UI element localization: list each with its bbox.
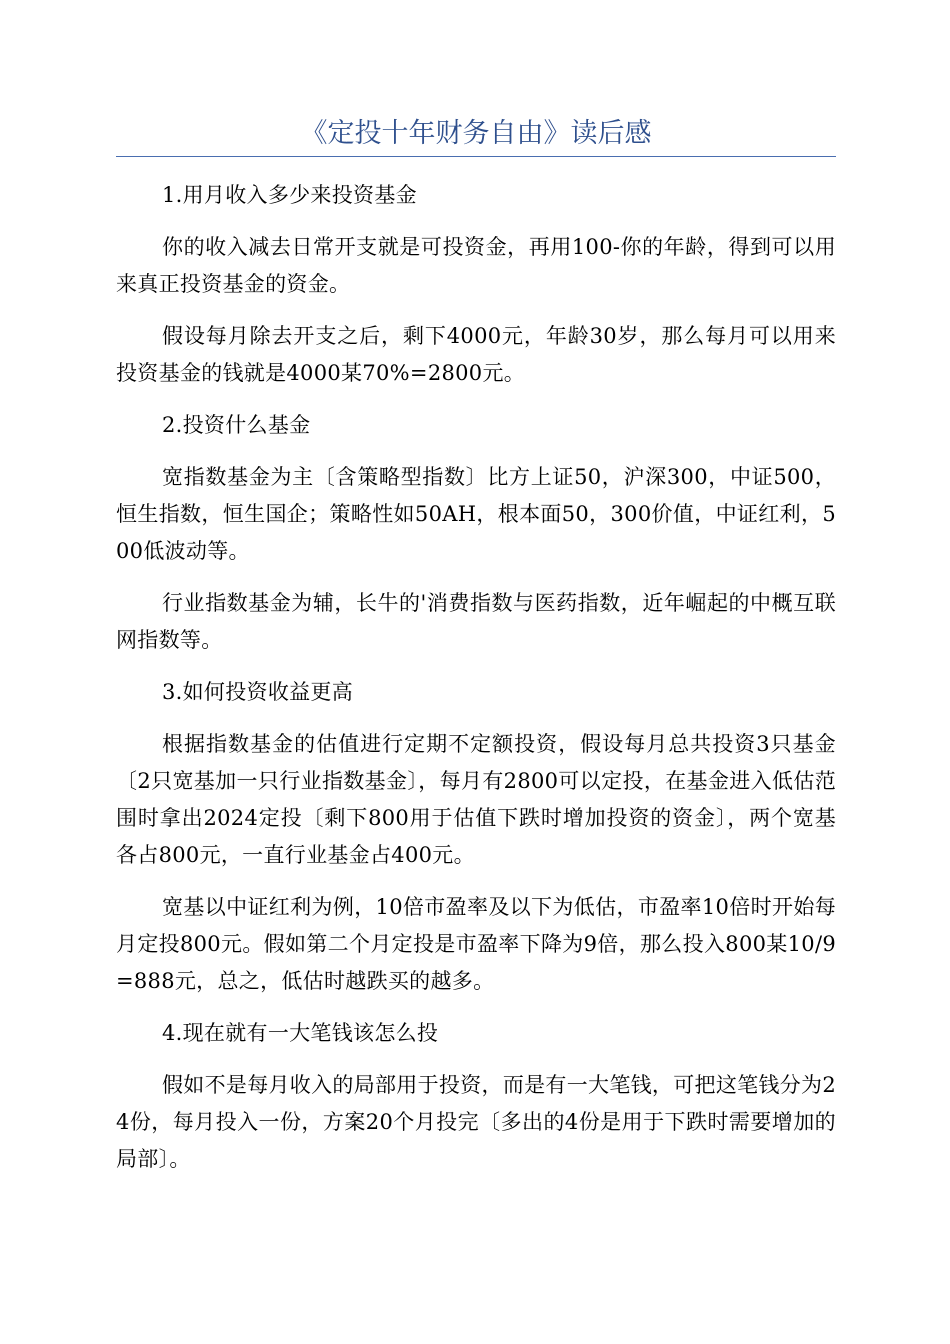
document-body <box>116 177 836 1178</box>
paragraph-example-calculation: 假设每月除去开支之后，剩下4000元，年龄30岁，那么每月可以用来投资基金的钱就是4000某70%=2800元。 <box>116 324 836 385</box>
paragraph-valuation-investing: 根据指数基金的估值进行定期不定额投资，假设每月总共投资3只基金〔2只宽基加一只行业指数基金〕，每月有2800可以定投，在基金进入低估范围时拿出2024定投〔剩下800用于估值下跌时增加投资的资金〕，两个宽基各占800元，一直行业基金占400元。 <box>116 732 836 867</box>
document-page <box>116 0 836 1193</box>
paragraph-sector-index-funds: 行业指数基金为辅，长牛的'消费指数与医药指数，近年崛起的中概互联网指数等。 <box>116 591 836 652</box>
heading-3: 3.如何投资收益更高 <box>162 680 354 704</box>
heading-1: 1.用月收入多少来投资基金 <box>162 183 417 207</box>
heading-4: 4.现在就有一大笔钱该怎么投 <box>162 1021 439 1045</box>
heading-2: 2.投资什么基金 <box>162 413 311 437</box>
document-title: 《定投十年财务自由》读后感 <box>116 114 836 157</box>
paragraph-broad-index-funds: 宽指数基金为主〔含策略型指数〕比方上证50，沪深300，中证500，恒生指数，恒生国企；策略性如50AH，根本面50，300价值，中证红利，500低波动等。 <box>116 465 836 563</box>
paragraph-dividend-example: 宽基以中证红利为例，10倍市盈率及以下为低估，市盈率10倍时开始每月定投800元。假如第二个月定投是市盈率下降为9倍，那么投入800某10/9=888元，总之，低估时越跌买的越多。 <box>116 895 836 993</box>
paragraph-lump-sum: 假如不是每月收入的局部用于投资，而是有一大笔钱，可把这笔钱分为24份，每月投入一份，方案20个月投完〔多出的4份是用于下跌时需要增加的局部〕。 <box>116 1073 836 1171</box>
paragraph-investable-funds: 你的收入减去日常开支就是可投资金，再用100-你的年龄，得到可以用来真正投资基金的资金。 <box>116 235 836 296</box>
